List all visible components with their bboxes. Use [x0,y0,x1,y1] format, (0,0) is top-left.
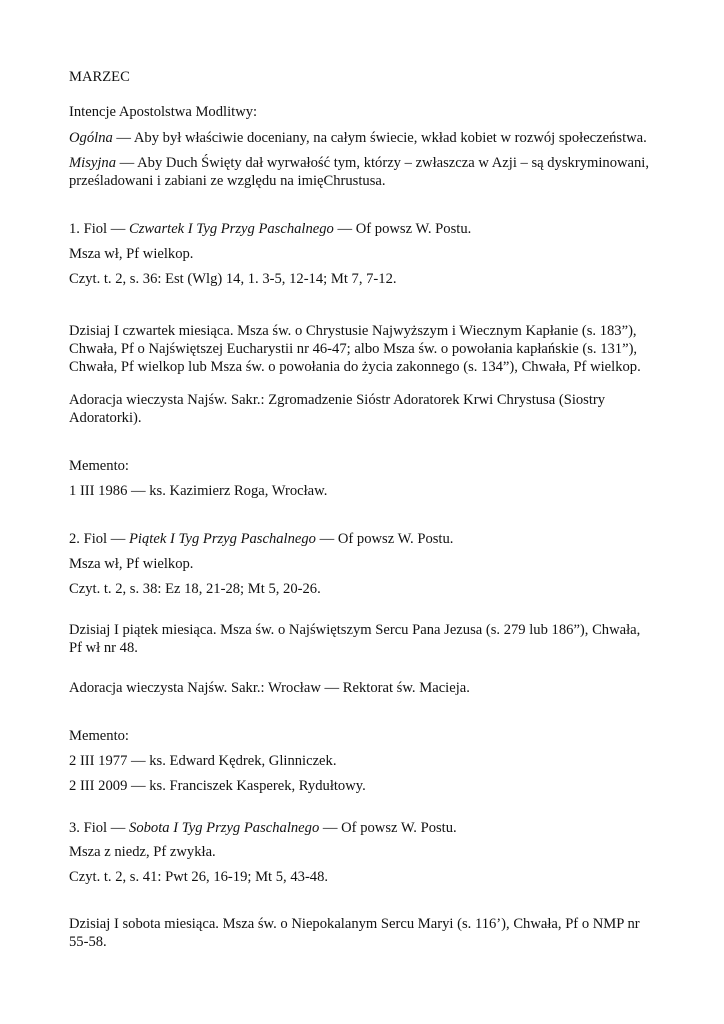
day1-prefix: 1. Fiol — [69,221,130,237]
day3-title: Sobota I Tyg Przyg Paschalnego [129,820,320,836]
day2-suffix: — Of powsz W. Postu. [315,531,454,547]
day1-mass: Msza wł, Pf wielkop. [69,246,194,262]
day3-note-1: Dzisiaj I sobota miesiąca. Msza św. o Niepokalanym Sercu Maryi (s. 116’), Chwała, Pf o NMP nr [69,916,640,932]
day2-prefix: 2. Fiol — [69,531,130,547]
day1-memento-heading: Memento: [69,458,129,474]
day3-readings: Czyt. t. 2, s. 41: Pwt 26, 16-19; Mt 5, 43-48. [69,869,329,885]
day3-suffix: — Of powsz W. Postu. [319,820,457,836]
mission-intention [69,154,649,172]
mission-intention-label: Misyjna [69,155,117,171]
day2-title: Piątek I Tyg Przyg Paschalnego [129,531,316,547]
general-intention-dash: — [112,130,134,146]
day2-mass: Msza wł, Pf wielkop. [69,556,194,572]
day1-note-1: Dzisiaj I czwartek miesiąca. Msza św. o Chrystusie Najwyższym i Wiecznym Kapłanie (s. 183”), [69,323,637,339]
day3-prefix: 3. Fiol — [69,820,130,836]
mission-intention-dash: — [116,155,138,171]
intentions-heading: Intencje Apostolstwa Modlitwy: [69,104,258,120]
day1-title: Czwartek I Tyg Przyg Paschalnego [129,221,334,237]
day1-heading [69,220,471,238]
day2-readings: Czyt. t. 2, s. 38: Ez 18, 21-28; Mt 5, 20-26. [69,581,321,597]
day2-memento-heading: Memento: [69,728,129,744]
day2-memento-item-2: 2 III 2009 — ks. Franciszek Kasperek, Rydułtowy. [69,778,366,794]
mission-intention-text-2: prześladowani i zabiani ze względu na imięChrustusa. [69,173,386,189]
day2-note-2: Pf wł nr 48. [69,640,138,656]
day1-adoration-2: Adoratorki). [69,410,142,426]
day1-note-3: Chwała, Pf wielkop lub Msza św. o powołania do życia zakonnego (s. 134”), Chwała, Pf wielkop. [69,359,641,375]
day3-note-2: 55-58. [69,934,107,950]
general-intention [69,129,647,147]
day2-adoration: Adoracja wieczysta Najśw. Sakr.: Wrocław — Rektorat św. Macieja. [69,680,470,696]
day2-heading [69,530,453,548]
general-intention-text: Aby był właściwie doceniany, na całym świecie, wkład kobiet w rozwój społeczeństwa. [133,130,647,146]
mission-intention-text-1: Aby Duch Święty dał wyrwałość tym, którzy – zwłaszcza w Azji – są dyskryminowani, [137,155,650,171]
day1-note-2: Chwała, Pf o Najświętszej Eucharystii nr 46-47; albo Msza św. o powołania kapłańskie (s. 131”), [69,341,638,357]
day1-memento-item: 1 III 1986 — ks. Kazimierz Roga, Wrocław. [69,483,328,499]
day2-note-1: Dzisiaj I piątek miesiąca. Msza św. o Najświętszym Sercu Pana Jezusa (s. 279 lub 186”), Chwała, [69,622,641,638]
general-intention-label: Ogólna [69,130,113,146]
day2-memento-item-1: 2 III 1977 — ks. Edward Kędrek, Glinniczek. [69,753,337,769]
day1-adoration-1: Adoracja wieczysta Najśw. Sakr.: Zgromadzenie Sióstr Adoratorek Krwi Chrystusa (Siostry [69,392,606,408]
day1-suffix: — Of powsz W. Postu. [333,221,472,237]
day3-mass: Msza z niedz, Pf zwykła. [69,844,216,860]
day3-heading [69,819,457,837]
month-title: MARZEC [69,69,130,85]
day1-readings: Czyt. t. 2, s. 36: Est (Wlg) 14, 1. 3-5, 12-14; Mt 7, 7-12. [69,271,397,287]
